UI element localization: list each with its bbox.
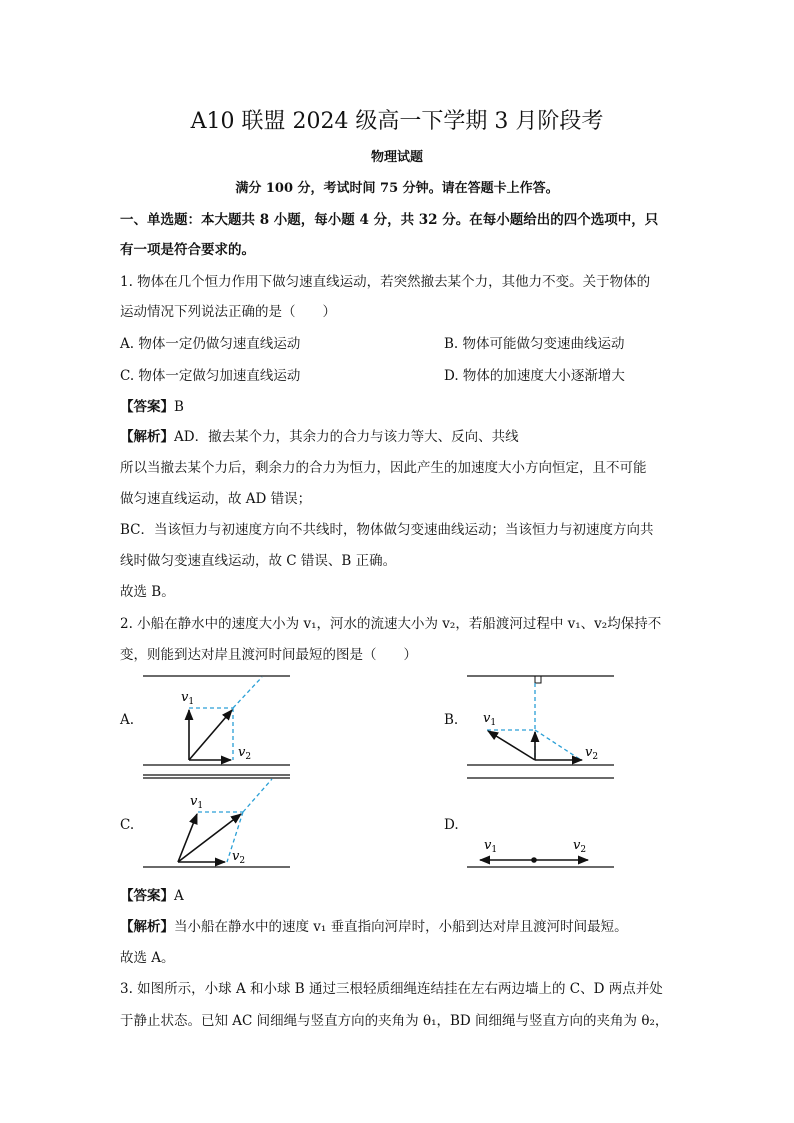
fig-d-v2: v [573, 838, 581, 853]
q2-fig-c-label: C. [120, 817, 135, 833]
q1-stem-line1: 1. 物体在几个恒力作用下做匀速直线运动，若突然撤去某个力，其他力不变。关于物体的 [120, 274, 651, 290]
q2-figure-d [467, 838, 614, 867]
svg-text:v2 [585, 745, 598, 762]
q1-analysis-line4: BC．当该恒力与初速度方向不共线时，物体做匀变速曲线运动；当该恒力与初速度方向共 [120, 522, 654, 538]
q2-answer-tag: 【答案】 [120, 888, 174, 904]
svg-text:v1 [190, 794, 203, 811]
q2-fig-b-label: B. [444, 712, 459, 728]
q1-analysis-line2: 所以当撤去某个力后，剩余力的合力为恒力，因此产生的加速度大小方向恒定，且不可能 [120, 460, 647, 476]
q2-analysis-text1: 当小船在静水中的速度 v₁ 垂直指向河岸时，小船到达对岸且渡河时间最短。 [174, 919, 628, 935]
q1-analysis-line3: 做匀速直线运动，故 AD 错误； [120, 491, 312, 507]
q1-stem-line2: 运动情况下列说法正确的是（ ） [120, 304, 336, 320]
fig-c-v2: v [232, 849, 240, 864]
exam-title: A10 联盟 2024 级高一下学期 3 月阶段考 [190, 109, 604, 134]
q2-analysis-line1 [120, 915, 628, 935]
q3-stem-line1: 3. 如图所示，小球 A 和小球 B 通过三根轻质细绳连结挂在左右两边墙上的 C、D 两点并处 [120, 981, 663, 997]
fig-a-v2: v [238, 745, 246, 760]
q2-fig-d-label: D. [444, 817, 459, 833]
fig-b-v1-sub: 1 [490, 718, 497, 728]
q3-stem-line2: 于静止状态。已知 AC 间细绳与竖直方向的夹角为 θ₁，BD 间细绳与竖直方向的夹角为 θ₂， [120, 1013, 669, 1029]
fig-a-v1: v [181, 690, 189, 705]
svg-text:v2 [238, 745, 251, 762]
section-heading-line2: 有一项是符合要求的。 [120, 242, 255, 258]
q1-option-b: B. 物体可能做匀变速曲线运动 [444, 336, 625, 352]
q1-answer-value: B [174, 399, 184, 415]
q1-option-a: A. 物体一定仍做匀速直线运动 [120, 336, 301, 352]
fig-d-v1-sub: 1 [491, 845, 498, 855]
svg-text:v1 [181, 690, 194, 707]
q1-option-d: D. 物体的加速度大小逐渐增大 [444, 368, 625, 384]
fig-d-v2-sub: 2 [580, 845, 587, 855]
q2-figure-c [143, 778, 290, 867]
svg-text:v1 [484, 838, 497, 855]
q1-option-c: C. 物体一定做匀加速直线运动 [120, 368, 301, 384]
q1-analysis-tag: 【解析】 [120, 429, 174, 445]
section-heading-line1: 一、单选题：本大题共 8 小题，每小题 4 分，共 32 分。在每小题给出的四个选项中，只 [120, 212, 659, 228]
svg-text:v1 [483, 711, 496, 728]
q2-stem-line2: 变，则能到达对岸且渡河时间最短的图是（ ） [120, 647, 417, 663]
q1-conclusion: 故选 B。 [120, 584, 175, 600]
q2-analysis-tag: 【解析】 [120, 919, 174, 935]
fig-b-v2-sub: 2 [592, 752, 599, 762]
fig-b-v1: v [483, 711, 491, 726]
q1-analysis-text1: AD．撤去某个力，其余力的合力与该力等大、反向、共线 [174, 429, 519, 445]
q2-fig-a-label: A. [120, 712, 135, 728]
q1-analysis-line5: 线时做匀变速直线运动，故 C 错误、B 正确。 [120, 553, 397, 569]
fig-d-v1: v [484, 838, 492, 853]
q1-answer-tag: 【答案】 [120, 399, 174, 415]
q2-figure-a [143, 676, 290, 775]
q2-answer [120, 884, 184, 904]
fig-b-v2: v [585, 745, 593, 760]
exam-note: 满分 100 分，考试时间 75 分钟。请在答题卡上作答。 [235, 181, 559, 196]
fig-c-v1-sub: 1 [197, 801, 204, 811]
fig-c-v2-sub: 2 [239, 856, 246, 866]
fig-a-v2-sub: 2 [245, 752, 252, 762]
q2-stem-line1: 2. 小船在静水中的速度大小为 v₁，河水的流速大小为 v₂，若船渡河过程中 v₁、v₂均保持不 [120, 616, 662, 632]
fig-c-v1: v [190, 794, 198, 809]
exam-subtitle: 物理试题 [370, 150, 423, 165]
svg-text:v2 [573, 838, 586, 855]
svg-text:v2 [232, 849, 245, 866]
q2-figure-b [467, 676, 614, 778]
fig-a-v1-sub: 1 [188, 697, 195, 707]
q2-answer-value: A [174, 888, 184, 904]
q2-conclusion: 故选 A。 [120, 950, 175, 966]
